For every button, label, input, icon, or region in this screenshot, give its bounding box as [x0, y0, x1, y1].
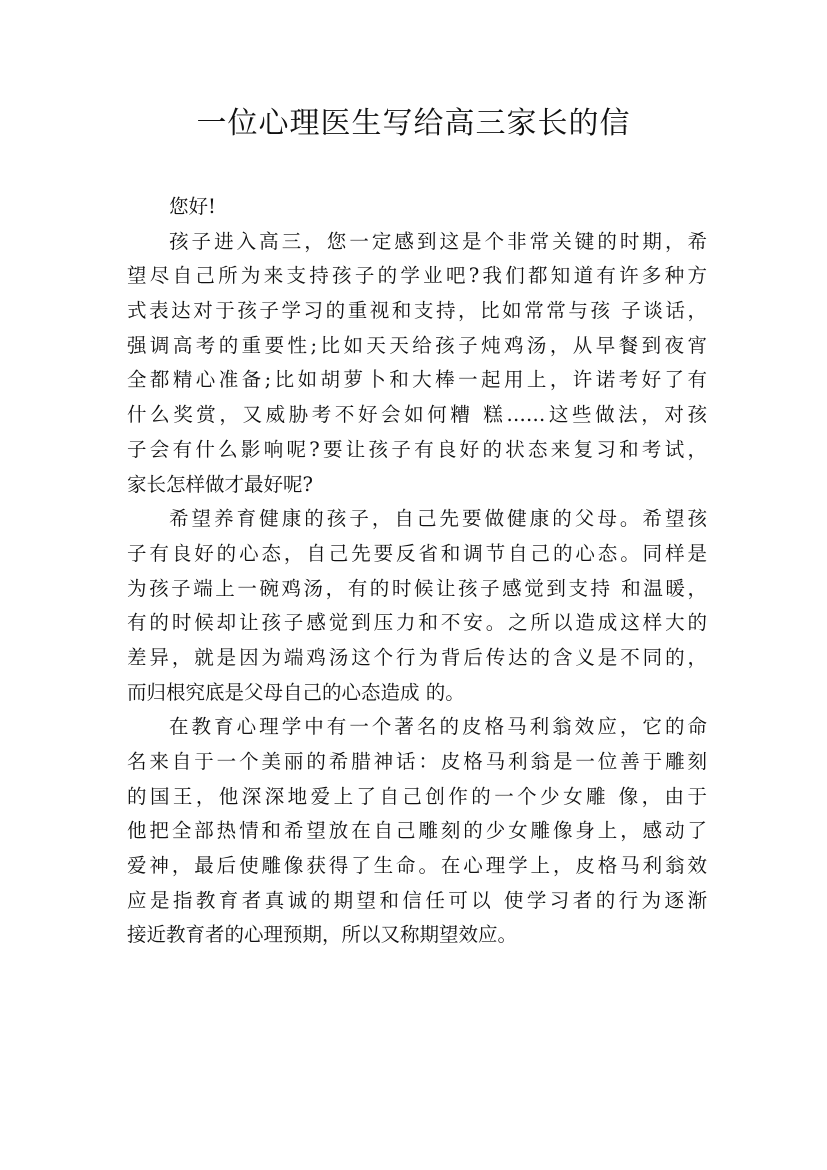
document-body — [127, 190, 707, 953]
paragraph-line: 家长怎样做才最好呢? — [127, 472, 313, 496]
document-title: 一位心理医生写给高三家长的信 — [196, 106, 631, 141]
paragraph-line: 望尽自己所为来支持孩子的学业吧?我们都知道有许多种方 — [127, 264, 707, 288]
paragraph-first-line: 在教育心理学中有一个著名的皮格马利翁效应，它的命 — [169, 715, 707, 739]
paragraph-line: 接近教育者的心理预期，所以又称期望效应。 — [127, 923, 518, 947]
paragraph-line: 他把全部热情和希望放在自己雕刻的少女雕像身上，感动了 — [127, 819, 707, 843]
paragraph-line: 应是指教育者真诚的期望和信任可以 使学习者的行为逐渐 — [127, 888, 707, 912]
paragraph-first-line: 孩子进入高三，您一定感到这是个非常关键的时期，希 — [169, 229, 707, 253]
paragraph-first-line: 您好! — [169, 195, 216, 218]
paragraph-line: 名来自于一个美丽的希腊神话：皮格马利翁是一位善于雕刻 — [127, 750, 707, 773]
paragraph-line: 爱神，最后使雕像获得了生命。在心理学上，皮格马利翁效 — [127, 854, 707, 878]
paragraph-line: 式表达对于孩子学习的重视和支持，比如常常与孩 子谈话， — [127, 299, 707, 323]
paragraph-line: 的国王，他深深地爱上了自己创作的一个少女雕 像，由于 — [127, 784, 707, 808]
paragraph-line: 强调高考的重要性;比如天天给孩子炖鸡汤，从早餐到夜宵 — [127, 333, 707, 357]
paragraph-line: 什么奖赏，又威胁考不好会如何糟 糕……这些做法，对孩 — [127, 403, 707, 427]
paragraph-line: 而归根究底是父母自己的心态造成 的。 — [127, 680, 465, 704]
paragraph-line: 为孩子端上一碗鸡汤，有的时候让孩子感觉到支持 和温暖， — [127, 576, 707, 600]
paragraph-line: 子会有什么影响呢?要让孩子有良好的状态来复习和考试， — [127, 437, 707, 461]
paragraph-line: 全都精心准备;比如胡萝卜和大棒一起用上，许诺考好了有 — [127, 368, 707, 392]
paragraph-line: 子有良好的心态，自己先要反省和调节自己的心态。同样是 — [127, 541, 707, 565]
paragraph-line: 差异，就是因为端鸡汤这个行为背后传达的含义是不同的， — [127, 645, 707, 669]
paragraph-first-line: 希望养育健康的孩子，自己先要做健康的父母。希望孩 — [169, 507, 707, 531]
paragraph-line: 有的时候却让孩子感觉到压力和不安。之所以造成这样大的 — [127, 611, 707, 635]
